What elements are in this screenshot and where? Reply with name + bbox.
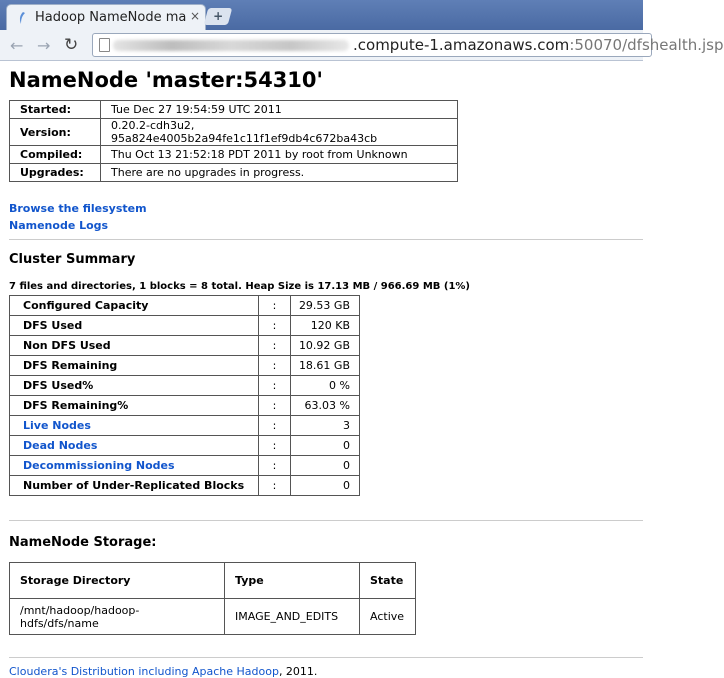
browser-tab[interactable] [6, 4, 206, 30]
row-value: 0 [291, 456, 360, 476]
namenode-storage-heading: NameNode Storage: [9, 535, 157, 550]
reload-icon[interactable]: ↻ [64, 35, 79, 55]
row-colon: : [259, 356, 291, 376]
new-tab-button[interactable] [204, 8, 233, 25]
row-value: 63.03 % [291, 396, 360, 416]
forward-arrow-icon[interactable]: → [37, 36, 51, 55]
page-title: NameNode 'master:54310' [9, 68, 323, 92]
footer [9, 665, 634, 678]
browser-toolbar [0, 30, 724, 61]
cluster-summary-line: 7 files and directories, 1 blocks = 8 total. Heap Size is 17.13 MB / 966.69 MB (1%) [9, 281, 471, 292]
tab-close-icon[interactable]: × [190, 9, 201, 23]
plus-icon: + [213, 9, 224, 23]
row-value: 0 % [291, 376, 360, 396]
info-row [10, 101, 458, 119]
info-value: Tue Dec 27 19:54:59 UTC 2011 [101, 101, 458, 119]
row-colon: : [259, 436, 291, 456]
table-row [10, 416, 360, 436]
row-label: DFS Used [10, 316, 259, 336]
row-label: Number of Under-Replicated Blocks [10, 476, 259, 496]
cloudera-link[interactable]: Cloudera's Distribution including Apache Hadoop [9, 665, 279, 678]
divider [9, 657, 643, 658]
table-row [10, 336, 360, 356]
info-value: 0.20.2-cdh3u2, 95a824e4005b2a94fe1c11f1ef9db4c672ba43cb [101, 119, 458, 146]
row-label-cell [10, 416, 259, 436]
divider [9, 520, 643, 521]
divider [9, 239, 643, 240]
table-row [10, 296, 360, 316]
namenode-logs-link[interactable]: Namenode Logs [9, 219, 109, 232]
row-value: 10.92 GB [291, 336, 360, 356]
dead-nodes-link[interactable]: Dead Nodes [23, 439, 98, 452]
row-label: Non DFS Used [10, 336, 259, 356]
page-content [0, 68, 643, 678]
row-colon: : [259, 416, 291, 436]
cluster-summary-heading: Cluster Summary [9, 252, 136, 267]
row-colon: : [259, 456, 291, 476]
info-row [10, 164, 458, 182]
redacted-hostname [113, 40, 349, 51]
info-key: Upgrades: [10, 164, 101, 182]
row-value: 29.53 GB [291, 296, 360, 316]
info-key: Compiled: [10, 146, 101, 164]
table-header-row [10, 563, 416, 599]
info-key: Version: [10, 119, 101, 146]
back-arrow-icon[interactable]: ← [10, 36, 24, 55]
table-row [10, 476, 360, 496]
row-colon: : [259, 396, 291, 416]
storage-table [9, 562, 416, 635]
page-icon [99, 38, 110, 52]
row-colon: : [259, 476, 291, 496]
row-value: 0 [291, 436, 360, 456]
row-value: 18.61 GB [291, 356, 360, 376]
decommissioning-nodes-link[interactable]: Decommissioning Nodes [23, 459, 175, 472]
row-value: 0 [291, 476, 360, 496]
storage-directory-cell: /mnt/hadoop/hadoop-hdfs/dfs/name [10, 599, 225, 635]
row-value: 3 [291, 416, 360, 436]
info-value: There are no upgrades in progress. [101, 164, 458, 182]
live-nodes-link[interactable]: Live Nodes [23, 419, 91, 432]
row-colon: : [259, 316, 291, 336]
row-value: 120 KB [291, 316, 360, 336]
row-colon: : [259, 296, 291, 316]
info-key: Started: [10, 101, 101, 119]
row-label: Configured Capacity [10, 296, 259, 316]
storage-type-cell: IMAGE_AND_EDITS [225, 599, 360, 635]
address-bar[interactable] [92, 33, 724, 57]
info-table [9, 100, 458, 182]
browser-tabstrip [0, 0, 643, 30]
row-label: DFS Remaining [10, 356, 259, 376]
row-colon: : [259, 336, 291, 356]
url-text[interactable] [353, 36, 724, 54]
table-row [10, 599, 416, 635]
tab-title: Hadoop NameNode ma [35, 10, 187, 25]
column-header: Type [225, 563, 360, 599]
hadoop-favicon-icon [18, 12, 26, 24]
row-label: DFS Remaining% [10, 396, 259, 416]
column-header: State [360, 563, 416, 599]
footer-year: , 2011. [278, 665, 318, 678]
table-row [10, 436, 360, 456]
table-row [10, 376, 360, 396]
page-links [9, 200, 634, 234]
info-row [10, 146, 458, 164]
info-value: Thu Oct 13 21:52:18 PDT 2011 by root from Unknown [101, 146, 458, 164]
table-row [10, 456, 360, 476]
browse-filesystem-link[interactable]: Browse the filesystem [9, 202, 147, 215]
url-host: .compute-1.amazonaws.com [353, 36, 570, 54]
cluster-summary-table [9, 295, 360, 496]
table-row [10, 316, 360, 336]
row-colon: : [259, 376, 291, 396]
storage-state-cell: Active [360, 599, 416, 635]
column-header: Storage Directory [10, 563, 225, 599]
table-row [10, 396, 360, 416]
info-row [10, 119, 458, 146]
table-row [10, 356, 360, 376]
row-label-cell [10, 456, 259, 476]
url-path: :50070/dfshealth.jsp [569, 36, 724, 54]
row-label: DFS Used% [10, 376, 259, 396]
row-label-cell [10, 436, 259, 456]
